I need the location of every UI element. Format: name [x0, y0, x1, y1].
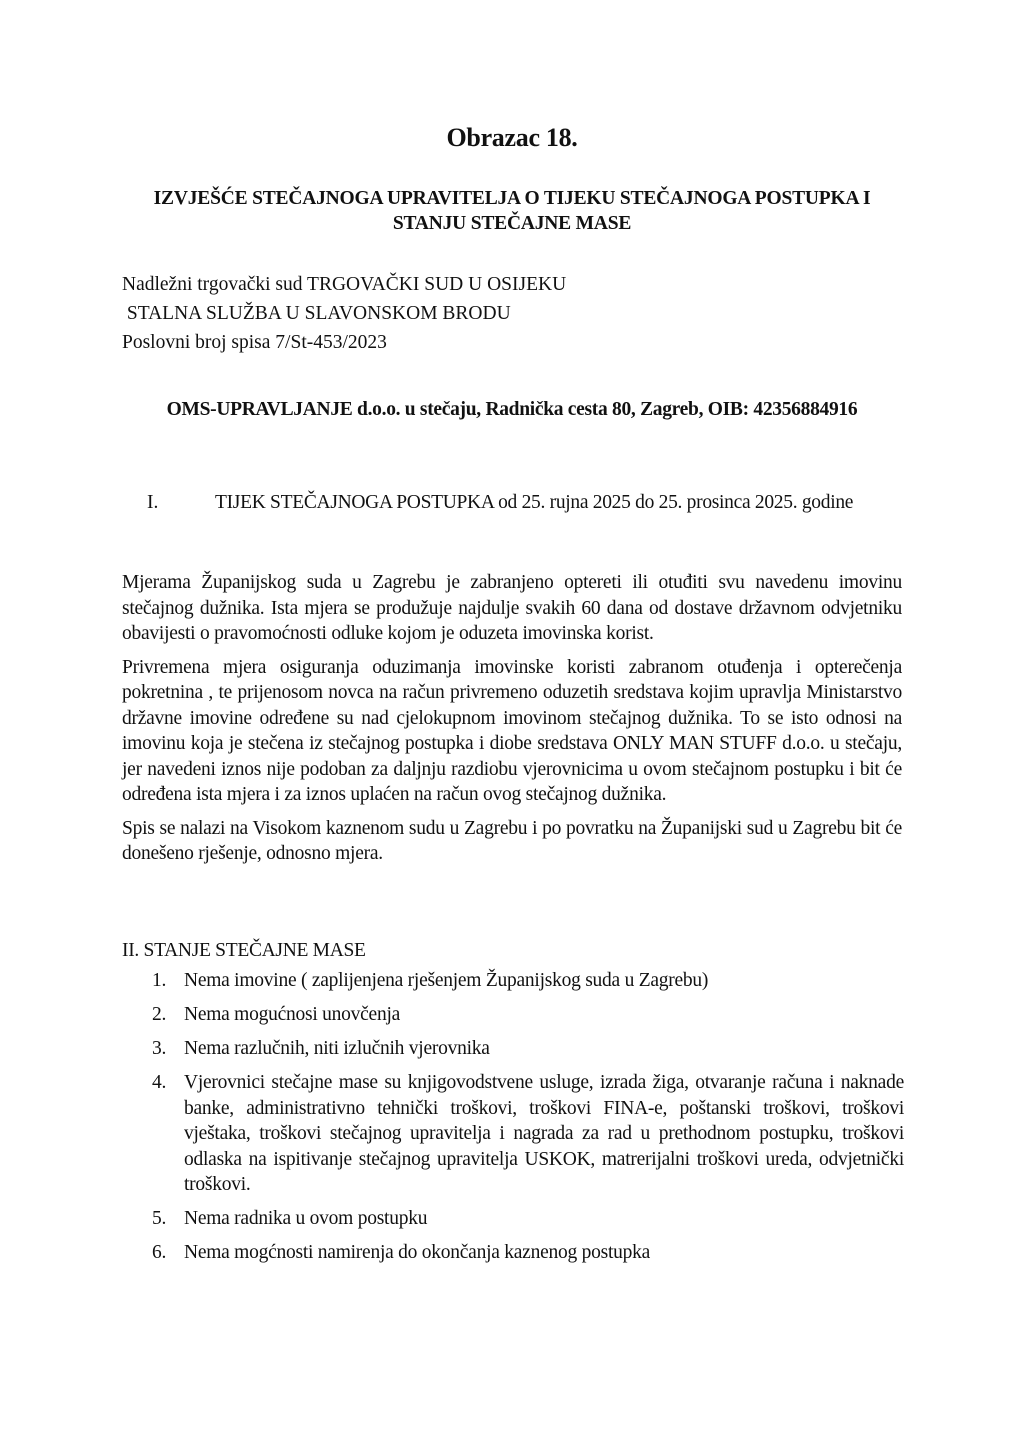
list-item-text: Nema radnika u ovom postupku: [184, 1208, 428, 1229]
court-name: Nadležni trgovački sud TRGOVAČKI SUD U OSIJEKU: [122, 274, 567, 295]
paragraph: Privremena mjera osiguranja oduzimanja imovinske koristi zabranom otuđenja i opterečenja pokretnina , te prijenosom novca na račun privremeno oduzetih sredstava kojim upravlja Ministarstvo državne imovine određene su nad cjelokupnom imovinom stečajnog dužnika. To se isto odnosi na imovinu koja je stečena iz stečajnog postupka i diobe sredstava ONLY MAN STUFF d.o.o. u stečaju, jer navedeni iznos nije podoban za daljnju razdiobu vjerovnicima u ovom stečajnom postupku i bit će određena ista mjera i za iznos uplaćen na račun ovog stečajnog dužnika.: [122, 656, 902, 805]
document-heading-line-2: STANJU STEČAJNE MASE: [392, 213, 632, 234]
document-heading: [112, 186, 912, 236]
list-item-text: Nema mogćnosti namirenja do okončanja kaznenog postupka: [184, 1242, 651, 1263]
section-2-heading: II. STANJE STEČAJNE MASE: [122, 940, 366, 961]
court-info: [122, 270, 822, 357]
list-item: [152, 1036, 904, 1062]
section-1-heading: [147, 490, 867, 515]
list-item-number: 4.: [152, 1072, 167, 1093]
list-item-number: 5.: [152, 1208, 167, 1229]
estate-status-list: [152, 968, 904, 1274]
list-item-number: 1.: [152, 970, 167, 991]
list-item: [152, 1206, 904, 1232]
list-item-text: Nema razlučnih, niti izlučnih vjerovnika: [184, 1038, 490, 1059]
list-item: [152, 1240, 904, 1266]
court-branch: STALNA SLUŽBA U SLAVONSKOM BRODU: [122, 303, 511, 324]
list-item-text: Nema mogućnosi unovčenja: [184, 1004, 401, 1025]
list-item: [152, 1070, 904, 1198]
form-title: Obrazac 18.: [446, 123, 578, 152]
section-1-body: [122, 570, 902, 875]
list-item-text: Nema imovine ( zaplijenjena rješenjem Županijskog suda u Zagrebu): [184, 970, 709, 991]
list-item: [152, 1002, 904, 1028]
list-item-number: 3.: [152, 1038, 167, 1059]
list-item-number: 2.: [152, 1004, 167, 1025]
section-1-title: TIJEK STEČAJNOGA POSTUPKA od 25. rujna 2025 do 25. prosinca 2025. godine: [215, 492, 854, 513]
list-item: [152, 968, 904, 994]
list-item-text: Vjerovnici stečajne mase su knjigovodstvene usluge, izrada žiga, otvaranje računa i naknade banke, administrativno tehnički troškovi, troškovi FINA-e, poštanski troškovi, troškovi vještaka, troškovi stečajnog upravitelja i nagrada za rad u prethodnom postupku, troškovi odlaska na ispitivanje stečajnog upravitelja USKOK, matrerijalni troškovi ureda, odvjetnički troškovi.: [184, 1072, 904, 1195]
paragraph: Spis se nalazi na Visokom kaznenom sudu u Zagrebu i po povratku na Županijski sud u Zagrebu bit će donešeno rješenje, odnosno mjera.: [122, 817, 902, 864]
document-heading-line-1: IZVJEŠĆE STEČAJNOGA UPRAVITELJA O TIJEKU STEČAJNOGA POSTUPKA I: [153, 188, 871, 209]
case-number: Poslovni broj spisa 7/St-453/2023: [122, 332, 387, 353]
list-item-number: 6.: [152, 1242, 167, 1263]
section-1-number: I.: [147, 492, 159, 513]
paragraph: Mjerama Županijskog suda u Zagrebu je zabranjeno optereti ili otuđiti svu navedenu imovinu stečajnog dužnika. Ista mjera se produžuje najdulje svakih 60 dana od dostave državnom odvjetniku obavijesti o pravomoćnosti odluke kojom je oduzeta imovinska korist.: [122, 572, 902, 644]
debtor-info: OMS-UPRAVLJANJE d.o.o. u stečaju, Radnička cesta 80, Zagreb, OIB: 42356884916: [166, 399, 858, 420]
